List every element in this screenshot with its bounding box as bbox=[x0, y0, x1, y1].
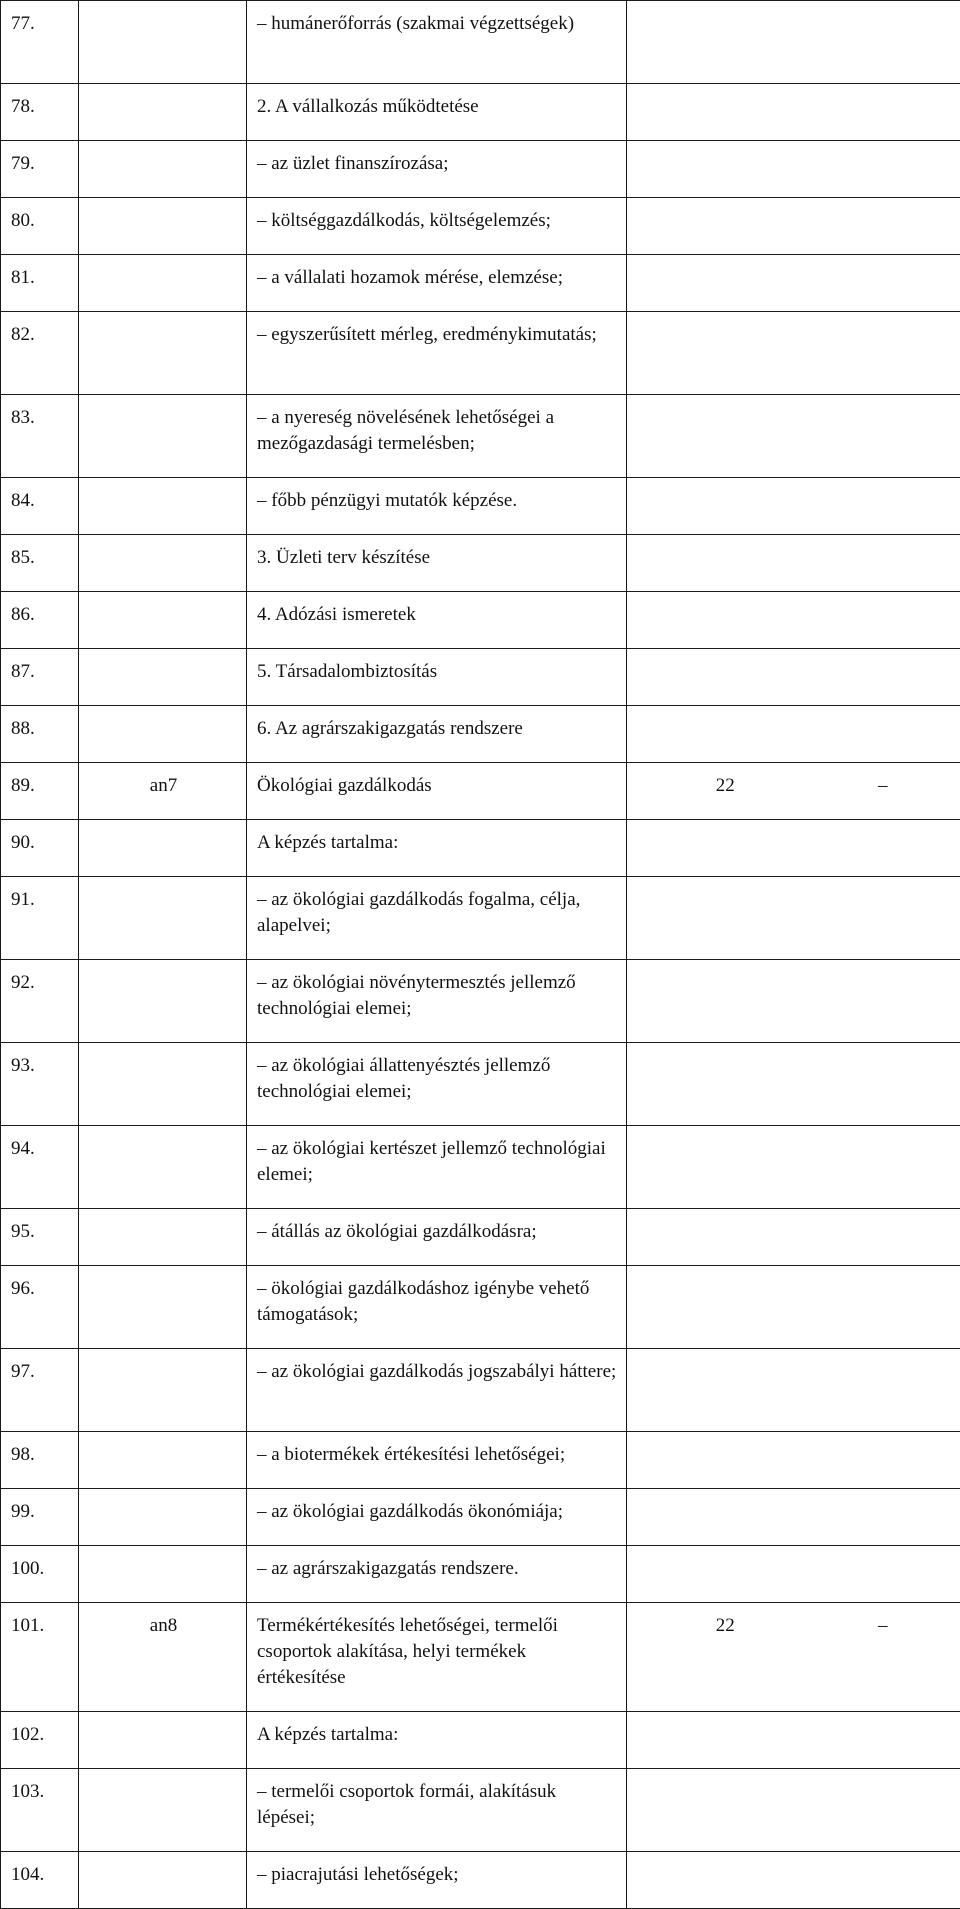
table-row bbox=[1, 535, 960, 592]
table-row bbox=[1, 1349, 960, 1432]
hours-value: 22 bbox=[637, 1613, 813, 1639]
hours-value: 22 bbox=[637, 773, 813, 799]
content-cell: – költséggazdálkodás, költségelemzés; bbox=[247, 198, 627, 255]
row-number-cell: 94. bbox=[1, 1126, 79, 1209]
hours-cell bbox=[627, 1266, 960, 1349]
table-row bbox=[1, 312, 960, 395]
row-number-cell: 79. bbox=[1, 141, 79, 198]
hours-cell bbox=[627, 1769, 960, 1852]
row-number-cell: 92. bbox=[1, 960, 79, 1043]
table-row bbox=[1, 1, 960, 84]
row-number-cell: 77. bbox=[1, 1, 79, 84]
content-cell: – az ökológiai állattenyésztés jellemző technológiai elemei; bbox=[247, 1043, 627, 1126]
hours-cell bbox=[627, 1546, 960, 1603]
row-number-cell: 99. bbox=[1, 1489, 79, 1546]
hours-cell bbox=[627, 1349, 960, 1432]
table-row bbox=[1, 478, 960, 535]
module-code-cell bbox=[79, 1546, 247, 1603]
hours-cell bbox=[627, 478, 960, 535]
module-code-cell bbox=[79, 1489, 247, 1546]
content-cell: A képzés tartalma: bbox=[247, 820, 627, 877]
row-number-cell: 87. bbox=[1, 649, 79, 706]
content-cell: – a nyereség növelésének lehetőségei a mezőgazdasági termelésben; bbox=[247, 395, 627, 478]
hours-cell bbox=[627, 1043, 960, 1126]
row-number-cell: 88. bbox=[1, 706, 79, 763]
hours-cell bbox=[627, 141, 960, 198]
content-cell: – a biotermékek értékesítési lehetőségei; bbox=[247, 1432, 627, 1489]
content-cell: – az agrárszakigazgatás rendszere. bbox=[247, 1546, 627, 1603]
row-number-cell: 84. bbox=[1, 478, 79, 535]
hours-cell bbox=[627, 1432, 960, 1489]
table-row bbox=[1, 141, 960, 198]
hours-cell bbox=[627, 1126, 960, 1209]
hours-cell bbox=[627, 1603, 960, 1712]
hours-cell bbox=[627, 649, 960, 706]
table-row bbox=[1, 1266, 960, 1349]
row-number-cell: 103. bbox=[1, 1769, 79, 1852]
content-cell: – termelői csoportok formái, alakításuk lépései; bbox=[247, 1769, 627, 1852]
hours-cell bbox=[627, 535, 960, 592]
module-code-cell bbox=[79, 1432, 247, 1489]
module-code-cell bbox=[79, 1266, 247, 1349]
module-code-cell bbox=[79, 1, 247, 84]
module-code-cell bbox=[79, 706, 247, 763]
table-row bbox=[1, 592, 960, 649]
table-row bbox=[1, 1546, 960, 1603]
module-code-cell bbox=[79, 877, 247, 960]
row-number-cell: 95. bbox=[1, 1209, 79, 1266]
content-cell: A képzés tartalma: bbox=[247, 1712, 627, 1769]
hours-extra: – bbox=[813, 1613, 952, 1639]
hours-cell bbox=[627, 763, 960, 820]
row-number-cell: 80. bbox=[1, 198, 79, 255]
table-row bbox=[1, 1603, 960, 1712]
hours-cell bbox=[627, 255, 960, 312]
content-cell: – humánerőforrás (szakmai végzettségek) bbox=[247, 1, 627, 84]
row-number-cell: 102. bbox=[1, 1712, 79, 1769]
row-number-cell: 82. bbox=[1, 312, 79, 395]
table-row bbox=[1, 706, 960, 763]
content-cell: – a vállalati hozamok mérése, elemzése; bbox=[247, 255, 627, 312]
hours-cell bbox=[627, 960, 960, 1043]
content-cell: – az ökológiai növénytermesztés jellemző technológiai elemei; bbox=[247, 960, 627, 1043]
content-cell: 4. Adózási ismeretek bbox=[247, 592, 627, 649]
row-number-cell: 97. bbox=[1, 1349, 79, 1432]
row-number-cell: 85. bbox=[1, 535, 79, 592]
module-code-cell bbox=[79, 141, 247, 198]
table-row bbox=[1, 1432, 960, 1489]
module-code-cell bbox=[79, 960, 247, 1043]
table-row bbox=[1, 649, 960, 706]
module-code-cell bbox=[79, 395, 247, 478]
table-row bbox=[1, 820, 960, 877]
table-row bbox=[1, 877, 960, 960]
table-row bbox=[1, 84, 960, 141]
table-row bbox=[1, 395, 960, 478]
content-cell: – az ökológiai gazdálkodás jogszabályi háttere; bbox=[247, 1349, 627, 1432]
content-cell: – az ökológiai gazdálkodás ökonómiája; bbox=[247, 1489, 627, 1546]
content-cell: – főbb pénzügyi mutatók képzése. bbox=[247, 478, 627, 535]
table-row bbox=[1, 1489, 960, 1546]
module-code-cell bbox=[79, 312, 247, 395]
row-number-cell: 90. bbox=[1, 820, 79, 877]
row-number-cell: 101. bbox=[1, 1603, 79, 1712]
module-code-cell bbox=[79, 478, 247, 535]
hours-cell bbox=[627, 592, 960, 649]
module-code-cell bbox=[79, 84, 247, 141]
curriculum-table-body bbox=[1, 1, 960, 1909]
content-cell: – az ökológiai gazdálkodás fogalma, célja, alapelvei; bbox=[247, 877, 627, 960]
module-code-cell bbox=[79, 592, 247, 649]
module-code-cell bbox=[79, 1043, 247, 1126]
content-cell: – ökológiai gazdálkodáshoz igénybe vehető támogatások; bbox=[247, 1266, 627, 1349]
table-row bbox=[1, 1043, 960, 1126]
module-code-cell bbox=[79, 649, 247, 706]
content-cell: 3. Üzleti terv készítése bbox=[247, 535, 627, 592]
hours-cell bbox=[627, 1489, 960, 1546]
hours-cell-inner bbox=[637, 1613, 952, 1639]
hours-cell bbox=[627, 395, 960, 478]
content-cell: – az üzlet finanszírozása; bbox=[247, 141, 627, 198]
module-code-cell bbox=[79, 820, 247, 877]
module-code-cell bbox=[79, 1209, 247, 1266]
content-cell: – átállás az ökológiai gazdálkodásra; bbox=[247, 1209, 627, 1266]
module-code-cell bbox=[79, 255, 247, 312]
content-cell: – egyszerűsített mérleg, eredménykimutatás; bbox=[247, 312, 627, 395]
hours-extra: – bbox=[813, 773, 952, 799]
content-cell: Termékértékesítés lehetőségei, termelői csoportok alakítása, helyi termékek értékesítése bbox=[247, 1603, 627, 1712]
table-row bbox=[1, 198, 960, 255]
hours-cell-inner bbox=[637, 773, 952, 799]
hours-cell bbox=[627, 312, 960, 395]
module-code-cell bbox=[79, 535, 247, 592]
row-number-cell: 104. bbox=[1, 1852, 79, 1909]
row-number-cell: 100. bbox=[1, 1546, 79, 1603]
hours-cell bbox=[627, 1, 960, 84]
hours-cell bbox=[627, 1712, 960, 1769]
module-code-cell bbox=[79, 1349, 247, 1432]
row-number-cell: 89. bbox=[1, 763, 79, 820]
table-row bbox=[1, 1126, 960, 1209]
content-cell: Ökológiai gazdálkodás bbox=[247, 763, 627, 820]
table-row bbox=[1, 255, 960, 312]
module-code-cell: an8 bbox=[79, 1603, 247, 1712]
hours-cell bbox=[627, 1852, 960, 1909]
module-code-cell bbox=[79, 1712, 247, 1769]
hours-cell bbox=[627, 706, 960, 763]
row-number-cell: 81. bbox=[1, 255, 79, 312]
module-code-cell bbox=[79, 1852, 247, 1909]
row-number-cell: 83. bbox=[1, 395, 79, 478]
content-cell: 5. Társadalombiztosítás bbox=[247, 649, 627, 706]
hours-cell bbox=[627, 820, 960, 877]
hours-cell bbox=[627, 84, 960, 141]
hours-cell bbox=[627, 1209, 960, 1266]
module-code-cell bbox=[79, 198, 247, 255]
content-cell: – az ökológiai kertészet jellemző technológiai elemei; bbox=[247, 1126, 627, 1209]
row-number-cell: 86. bbox=[1, 592, 79, 649]
module-code-cell bbox=[79, 1769, 247, 1852]
hours-cell bbox=[627, 877, 960, 960]
content-cell: 6. Az agrárszakigazgatás rendszere bbox=[247, 706, 627, 763]
content-cell: – piacrajutási lehetőségek; bbox=[247, 1852, 627, 1909]
row-number-cell: 93. bbox=[1, 1043, 79, 1126]
row-number-cell: 96. bbox=[1, 1266, 79, 1349]
table-row bbox=[1, 1852, 960, 1909]
table-row bbox=[1, 960, 960, 1043]
content-cell: 2. A vállalkozás működtetése bbox=[247, 84, 627, 141]
row-number-cell: 78. bbox=[1, 84, 79, 141]
table-row bbox=[1, 1769, 960, 1852]
module-code-cell bbox=[79, 1126, 247, 1209]
table-row bbox=[1, 1712, 960, 1769]
hours-cell bbox=[627, 198, 960, 255]
row-number-cell: 91. bbox=[1, 877, 79, 960]
table-row bbox=[1, 1209, 960, 1266]
module-code-cell: an7 bbox=[79, 763, 247, 820]
table-row bbox=[1, 763, 960, 820]
row-number-cell: 98. bbox=[1, 1432, 79, 1489]
